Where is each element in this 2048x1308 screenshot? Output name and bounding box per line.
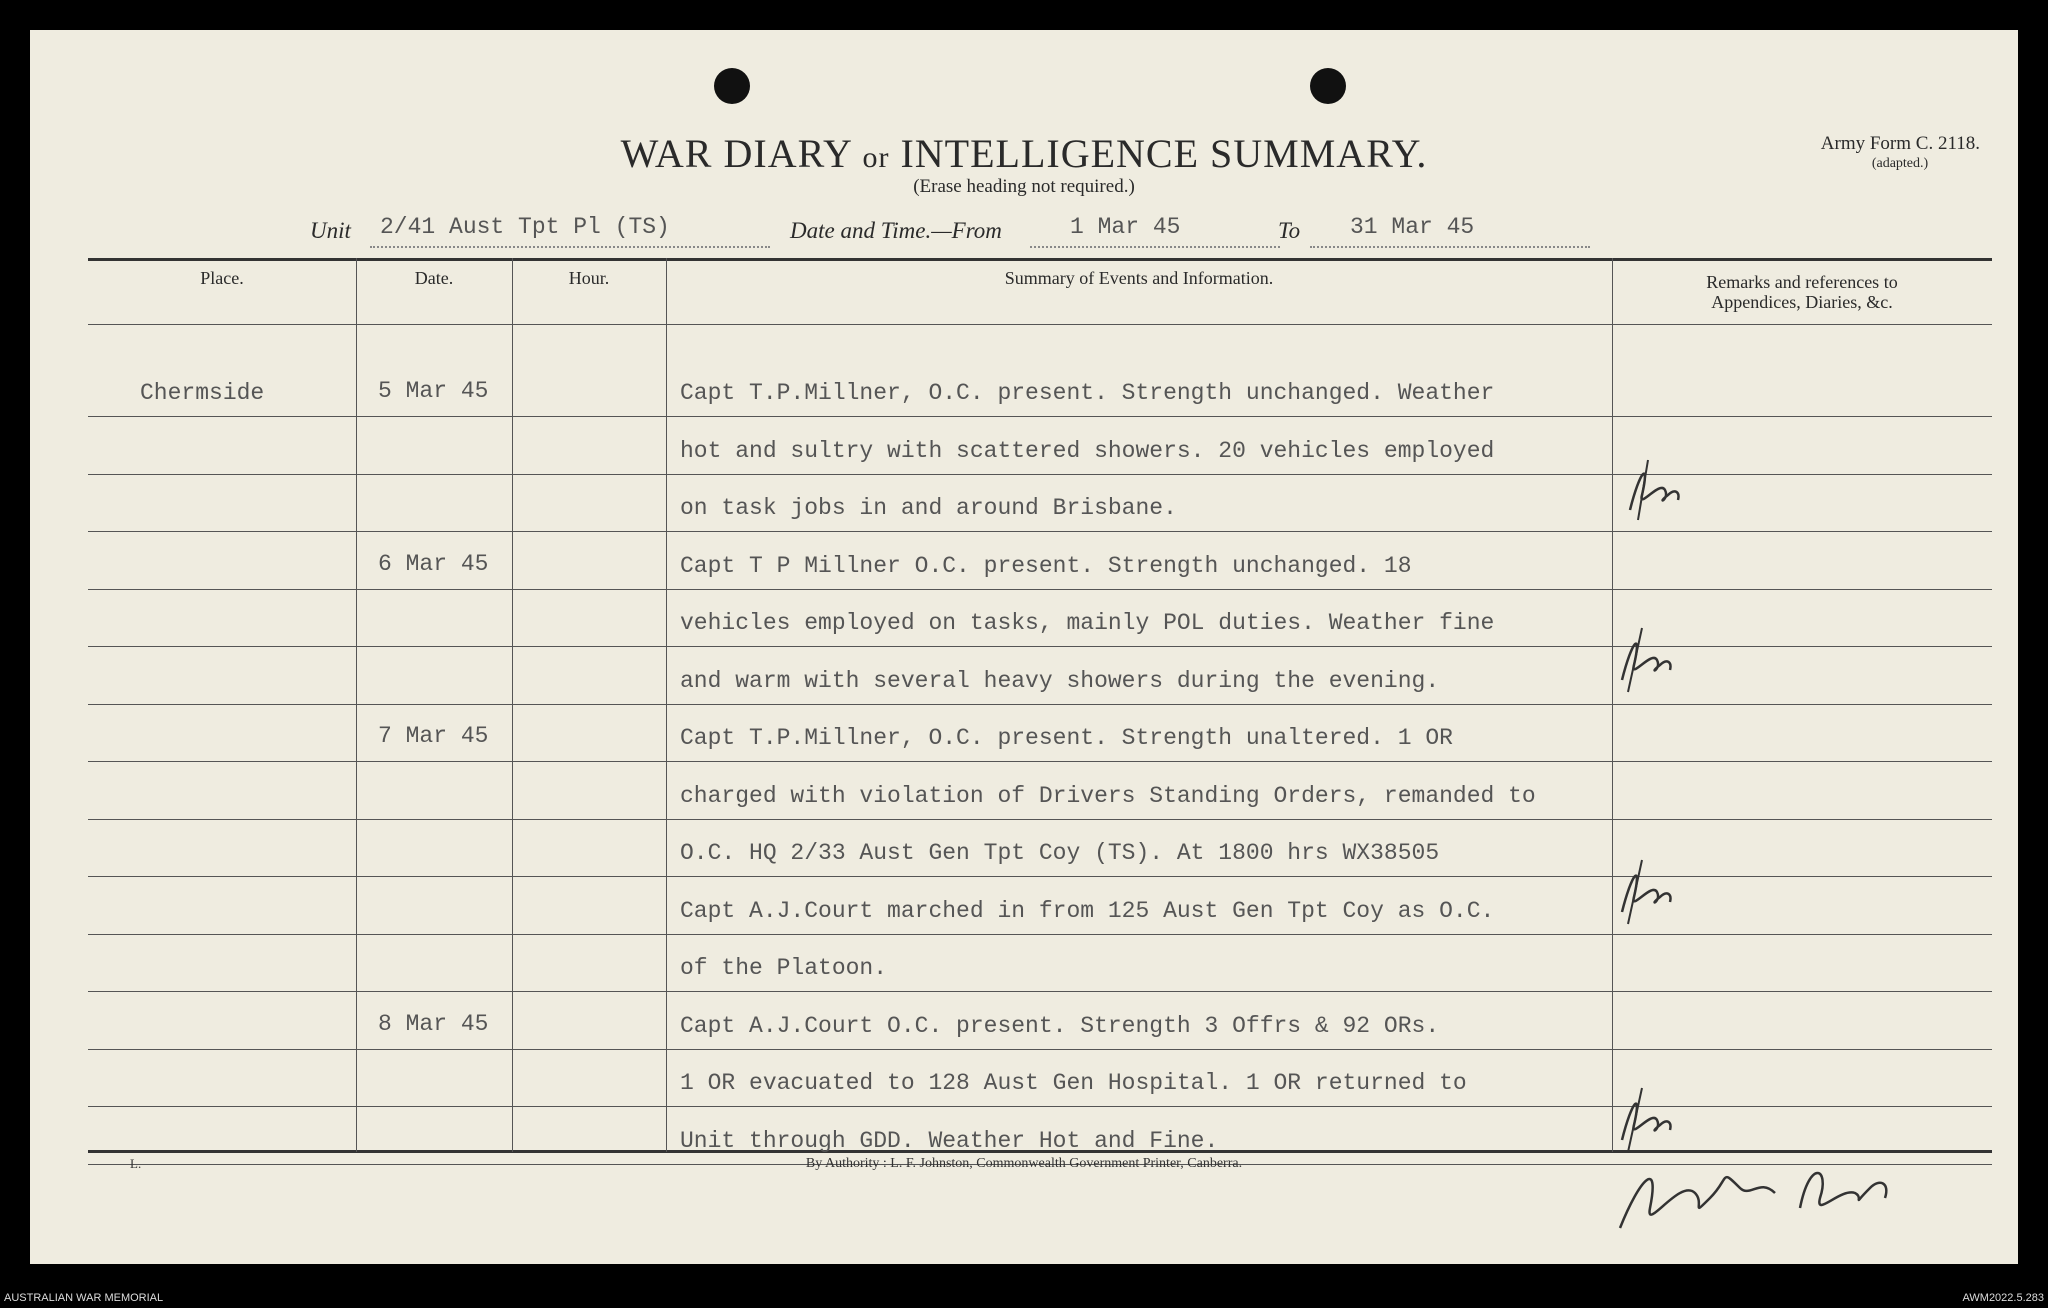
row-summary-text: Capt T.P.Millner, O.C. present. Strength unchanged. Weather: [680, 380, 1495, 406]
date-to-value: 31 Mar 45: [1350, 214, 1475, 240]
row-place: Chermside: [140, 380, 265, 406]
caption-left: AUSTRALIAN WAR MEMORIAL: [4, 1292, 164, 1304]
col-header-summary: Summary of Events and Information.: [1004, 268, 1274, 288]
date-to-underline: [1310, 246, 1590, 248]
row-summary-text: Capt T.P.Millner, O.C. present. Strength unaltered. 1 OR: [680, 725, 1453, 751]
initials-mark-1: [1620, 450, 1700, 530]
ruled-line: [88, 416, 1992, 417]
row-date: 7 Mar 45: [378, 723, 489, 749]
punch-hole-right: [1310, 68, 1346, 104]
ruled-line: [88, 704, 1992, 705]
page-title: [30, 130, 2018, 177]
title-or: or: [862, 141, 890, 174]
ruled-line: [88, 819, 1992, 820]
date-to-label: To: [1278, 218, 1301, 243]
col-header-place: Place.: [200, 268, 244, 288]
unit-underline: [370, 246, 770, 248]
col-header-date: Date.: [414, 268, 454, 288]
subtitle: (Erase heading not required.): [913, 176, 1135, 197]
row-summary-text: Capt T P Millner O.C. present. Strength unchanged. 18: [680, 552, 1412, 579]
divider-hour-summary: [666, 258, 667, 1152]
printer-credit: By Authority : L. F. Johnston, Commonwealth Government Printer, Canberra.: [805, 1156, 1243, 1171]
remarks-header-line-1: Remarks and references to: [1706, 272, 1898, 292]
army-form-label: [1750, 134, 1980, 174]
row-summary-text: Capt A.J.Court O.C. present. Strength 3 Offrs & 92 ORs.: [680, 1012, 1440, 1039]
unit-label: Unit: [310, 218, 351, 243]
army-form-number: Army Form C. 2118.: [1820, 133, 1980, 154]
col-header-remarks: [1612, 272, 1992, 312]
ruled-line: [88, 646, 1992, 647]
row-summary-text: charged with violation of Drivers Standing Orders, remanded to: [680, 782, 1536, 809]
title-intelligence-summary: INTELLIGENCE SUMMARY.: [900, 131, 1428, 176]
ruled-line: [88, 531, 1992, 532]
initials-mark-2: [1612, 620, 1692, 700]
row-summary-text: Unit through GDD. Weather Hot and Fine.: [680, 1127, 1219, 1154]
ruled-line: [88, 1049, 1992, 1050]
signature: [1600, 1138, 1900, 1248]
row-date: 8 Mar 45: [378, 1010, 489, 1037]
ruled-line: [88, 589, 1992, 590]
punch-hole-left: [714, 68, 750, 104]
footer-mark: L.: [130, 1156, 142, 1171]
date-from-label: Date and Time.—From: [790, 218, 1002, 243]
row-summary-text: 1 OR evacuated to 128 Aust Gen Hospital. 1 OR returned to: [680, 1070, 1467, 1096]
table-top-border: [88, 258, 1992, 261]
divider-date-hour: [512, 258, 513, 1152]
title-war-diary: WAR DIARY: [620, 131, 852, 176]
ruled-line: [88, 876, 1992, 877]
ruled-line: [88, 1106, 1992, 1107]
divider-summary-remarks: [1612, 258, 1613, 1152]
ruled-line: [88, 991, 1992, 992]
ruled-line: [88, 934, 1992, 935]
ruled-line: [88, 761, 1992, 762]
row-summary-text: of the Platoon.: [680, 955, 888, 981]
army-form-note: (adapted.): [1871, 156, 1929, 171]
row-date: 6 Mar 45: [378, 550, 489, 577]
ruled-line: [88, 474, 1992, 475]
caption-right: AWM2022.5.283: [1962, 1292, 2044, 1304]
row-summary-text: O.C. HQ 2/33 Aust Gen Tpt Coy (TS). At 1800 hrs WX38505: [680, 840, 1440, 866]
date-from-value: 1 Mar 45: [1070, 214, 1181, 240]
row-summary-text: hot and sultry with scattered showers. 20 vehicles employed: [680, 437, 1495, 464]
row-date: 5 Mar 45: [378, 378, 489, 404]
initials-mark-3: [1612, 852, 1692, 932]
col-header-hour: Hour.: [568, 268, 610, 288]
row-summary-text: on task jobs in and around Brisbane.: [680, 495, 1177, 521]
row-summary-text: and warm with several heavy showers during the evening.: [680, 667, 1440, 694]
row-summary-text: vehicles employed on tasks, mainly POL duties. Weather fine: [680, 610, 1495, 636]
divider-place-date: [356, 258, 357, 1152]
date-from-underline: [1030, 246, 1280, 248]
unit-value: 2/41 Aust Tpt Pl (TS): [380, 214, 670, 240]
header-bottom-border: [88, 324, 1992, 325]
row-summary-text: Capt A.J.Court marched in from 125 Aust Gen Tpt Coy as O.C.: [680, 897, 1495, 924]
war-diary-sheet: [30, 30, 2018, 1264]
remarks-header-line-2: Appendices, Diaries, &c.: [1711, 292, 1893, 312]
